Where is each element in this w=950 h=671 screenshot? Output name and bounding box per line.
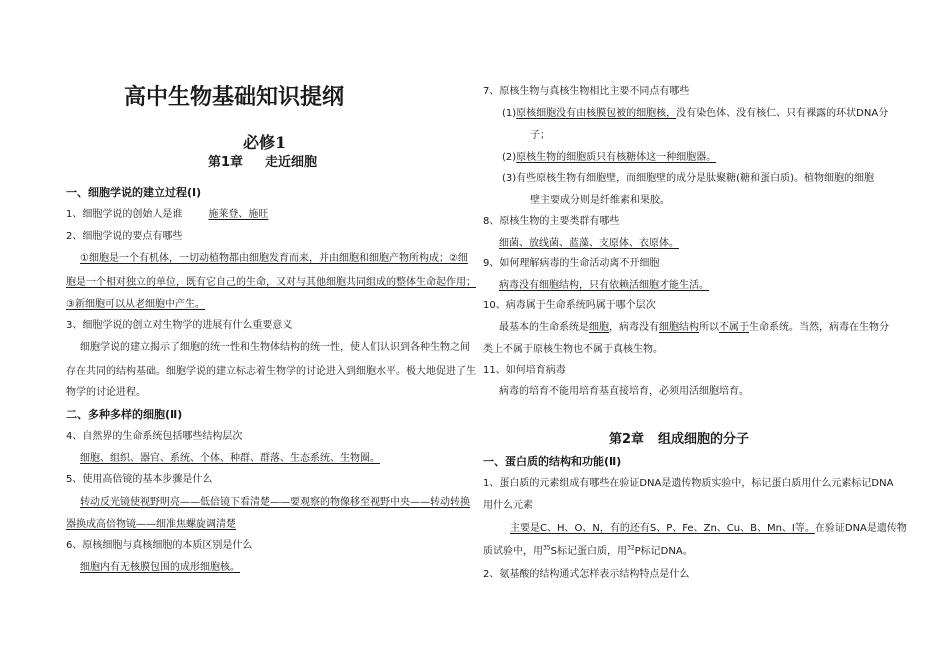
answer-line: 胞是一个相对独立的单位，既有它自己的生命，又对与其他细胞共同组成的整体生命起作用； bbox=[66, 277, 476, 288]
answer-text: ，病毒没有 bbox=[609, 322, 659, 333]
question-line bbox=[66, 209, 268, 221]
answer-text: 生命系统。当然，病毒在生物分 bbox=[749, 322, 889, 333]
answer-text: 质试验中，用 bbox=[483, 546, 543, 557]
question-line: 2、细胞学说的要点有哪些 bbox=[66, 231, 183, 242]
answer-text: 没有染色体、没有核仁、只有裸露的环状DNA分 bbox=[676, 108, 889, 119]
answer-text: 主要是C、H、O、N，有的还有S、P、Fe、Zn、Cu、B、Mn、I等。 bbox=[510, 523, 815, 534]
answer-line bbox=[502, 152, 716, 164]
chapter-1-heading bbox=[208, 155, 317, 171]
chapter-name: 组成细胞的分子 bbox=[658, 432, 750, 447]
answer-line: 存在共同的结构基础。细胞学说的建立标志着生物学的讨论进入到细胞水平。极大地促进了生 bbox=[66, 366, 476, 377]
volume-heading: 必修1 bbox=[243, 133, 287, 152]
answer-line: 器换成高倍物镜——细准焦螺旋调清楚 bbox=[66, 519, 236, 530]
answer-text: S标记蛋白质，用 bbox=[550, 546, 627, 557]
isotope-mass: 35 bbox=[543, 544, 551, 552]
answer-text: 细胞 bbox=[589, 322, 609, 333]
answer-text: 施莱登、施旺 bbox=[208, 209, 269, 220]
answer-text: 原核生物的细胞质只有核糖体这一种细胞器。 bbox=[516, 152, 717, 163]
section-heading: 二、多种多样的细胞(Ⅱ) bbox=[66, 408, 183, 421]
answer-line: 病毒没有细胞结构，只有依赖活细胞才能生活。 bbox=[499, 280, 709, 291]
question-text: 1、细胞学说的创始人是谁 bbox=[66, 209, 183, 220]
answer-text: 所以 bbox=[699, 322, 719, 333]
answer-line: 细胞内有无核膜包围的成形细胞核。 bbox=[80, 562, 240, 573]
answer-text: 不属于 bbox=[719, 322, 749, 333]
item-number: (2) bbox=[502, 152, 517, 163]
question-line: 8、原核生物的主要类群有哪些 bbox=[483, 216, 620, 227]
answer-text: 原核细胞没有由核膜包被的细胞核， bbox=[516, 108, 677, 119]
answer-line: 转动反光镜使视野明亮——低倍镜下看清楚——要观察的物像移至视野中央——转动转换 bbox=[80, 497, 470, 508]
chapter-name: 走近细胞 bbox=[265, 155, 318, 170]
question-line: 4、自然界的生命系统包括哪些结构层次 bbox=[66, 431, 243, 442]
answer-text: P标记DNA。 bbox=[634, 546, 693, 557]
isotope-mass: 32 bbox=[627, 544, 635, 552]
question-line: 5、使用高倍镜的基本步骤是什么 bbox=[66, 474, 213, 485]
doc-title: 高中生物基础知识提纲 bbox=[124, 85, 345, 110]
answer-text: 细胞结构 bbox=[659, 322, 699, 333]
answer-line: (3)有些原核生物有细胞壁，而细胞壁的成分是肽聚糖(糖和蛋白质)。植物细胞的细胞 bbox=[502, 173, 874, 184]
section-heading: 一、细胞学说的建立过程(Ⅰ) bbox=[66, 186, 202, 199]
chapter-label: 第2章 bbox=[609, 432, 645, 447]
question-line: 7、原核生物与真核生物相比主要不同点有哪些 bbox=[483, 86, 690, 97]
answer-line: 细胞、组织、器官、系统、个体、种群、群落、生态系统、生物圈。 bbox=[80, 453, 380, 464]
answer-line: 细胞学说的建立揭示了细胞的统一性和生物体结构的统一性，使人们认识到各种生物之间 bbox=[80, 342, 470, 353]
section-heading: 一、蛋白质的结构和功能(Ⅱ) bbox=[483, 455, 622, 468]
question-line: 用什么元素 bbox=[483, 500, 533, 511]
answer-line: 壁主要成分则是纤维素和果胶。 bbox=[530, 195, 670, 206]
chapter-2-heading bbox=[609, 432, 749, 448]
answer-line: 子； bbox=[530, 130, 550, 141]
answer-text: 最基本的生命系统是 bbox=[499, 322, 589, 333]
question-line: 11、如何培育病毒 bbox=[483, 365, 566, 376]
answer-line bbox=[499, 322, 889, 334]
question-line: 9、如何理解病毒的生命活动离不开细胞 bbox=[483, 258, 660, 269]
item-number: (1) bbox=[502, 108, 517, 119]
answer-line: 细菌、放线菌、蓝藻、支原体、衣原体。 bbox=[499, 238, 679, 249]
answer-line: 类上不属于原核生物也不属于真核生物。 bbox=[483, 344, 663, 355]
answer-line: ③新细胞可以从老细胞中产生。 bbox=[66, 299, 205, 310]
chapter-label: 第1章 bbox=[208, 155, 244, 170]
question-line: 1、蛋白质的元素组成有哪些在验证DNA是遗传物质实验中，标记蛋白质用什么元素标记DNA bbox=[483, 478, 894, 489]
answer-text: 在验证DNA是遗传物 bbox=[814, 523, 907, 534]
answer-line: 病毒的培育不能用培育基直接培育，必须用活细胞培育。 bbox=[499, 386, 749, 397]
answer-line bbox=[510, 523, 907, 535]
question-line: 2、氨基酸的结构通式怎样表示结构特点是什么 bbox=[483, 569, 690, 580]
question-line: 10、病毒属于生命系统吗属于哪个层次 bbox=[483, 300, 656, 311]
answer-line bbox=[483, 546, 693, 558]
answer-line bbox=[502, 108, 888, 120]
question-line: 3、细胞学说的创立对生物学的进展有什么重要意义 bbox=[66, 320, 293, 331]
answer-line: ①细胞是一个有机体，一切动植物都由细胞发育而来，并由细胞和细胞产物所构成；②细 bbox=[80, 253, 468, 264]
question-line: 6、原核细胞与真核细胞的本质区别是什么 bbox=[66, 540, 253, 551]
answer-line: 物学的讨论进程。 bbox=[66, 387, 146, 398]
